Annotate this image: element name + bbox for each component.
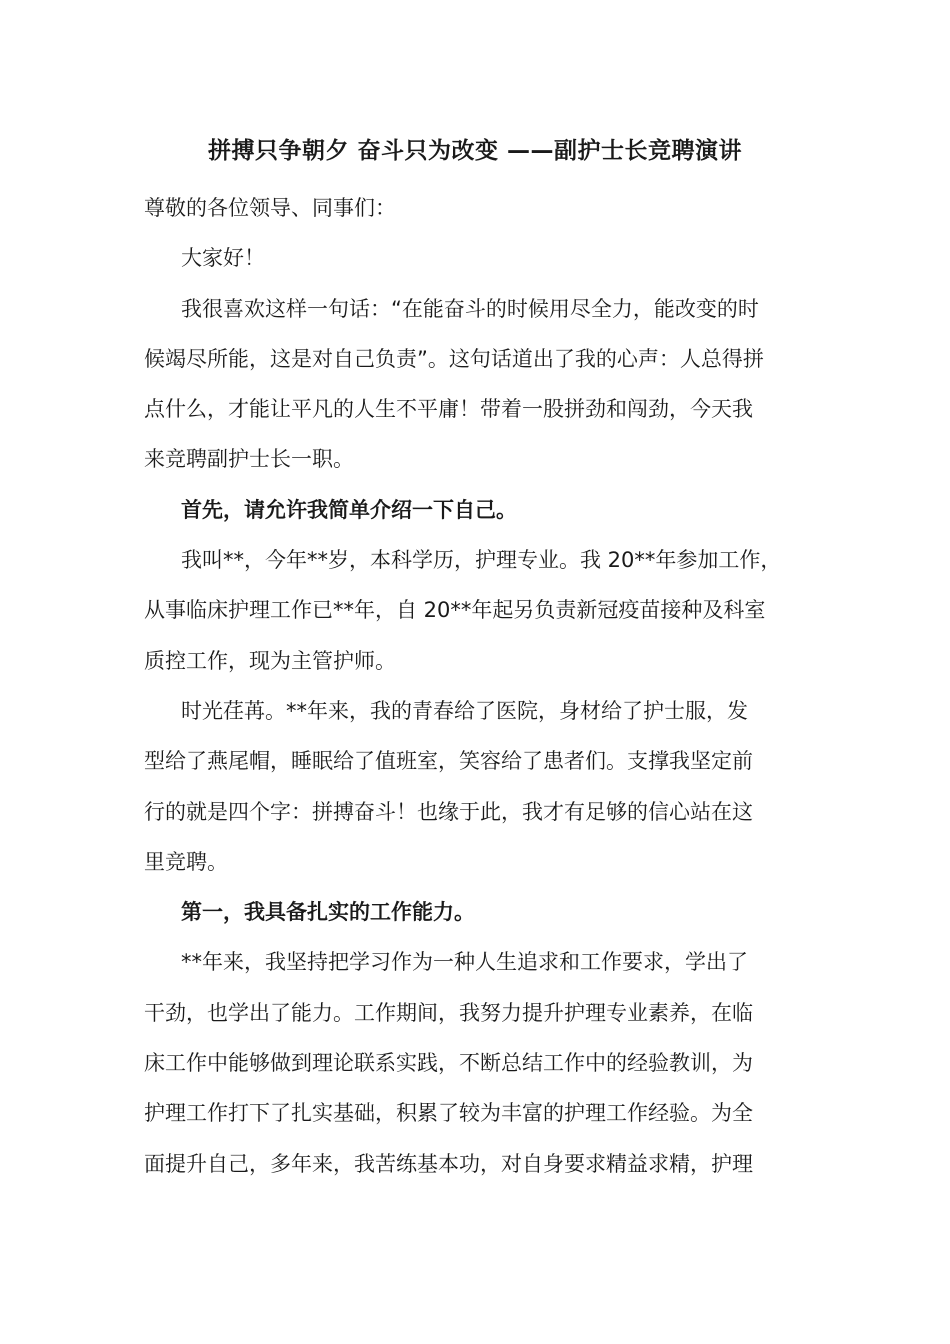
salutation-line: 尊敬的各位领导、同事们：	[144, 196, 396, 220]
paragraph-line: 床工作中能够做到理论联系实践，不断总结工作中的经验教训，为	[144, 1051, 753, 1076]
paragraph-line: 面提升自己，多年来，我苦练基本功，对自身要求精益求精，护理	[144, 1151, 753, 1176]
paragraph-line: 干劲，也学出了能力。工作期间，我努力提升护理专业素养，在临	[144, 1000, 753, 1025]
document-body	[144, 183, 824, 1189]
paragraph-line: 护理工作打下了扎实基础，积累了较为丰富的护理工作经验。为全	[144, 1101, 753, 1126]
paragraph-line: 点什么，才能让平凡的人生不平庸！带着一股拼劲和闯劲，今天我	[144, 397, 753, 422]
paragraph-line: 从事临床护理工作已**年，自 20**年起另负责新冠疫苗接种及科室	[144, 598, 766, 623]
greeting-line: 大家好！	[181, 246, 265, 271]
paragraph-line: 质控工作，现为主管护师。	[144, 648, 396, 673]
section-heading: 首先，请允许我简单介绍一下自己。	[181, 497, 517, 522]
paragraph-line: 我叫**，今年**岁，本科学历，护理专业。我 20**年参加工作，	[181, 548, 782, 573]
section-heading: 第一，我具备扎实的工作能力。	[181, 900, 475, 925]
paragraph-line: **年来，我坚持把学习作为一种人生追求和工作要求，学出了	[181, 950, 748, 975]
paragraph-line: 我很喜欢这样一句话：“在能奋斗的时候用尽全力，能改变的时	[181, 296, 759, 321]
paragraph-line: 型给了燕尾帽，睡眠给了值班室，笑容给了患者们。支撑我坚定前	[144, 749, 753, 774]
paragraph-line: 时光荏苒。**年来，我的青春给了医院，身材给了护士服，发	[181, 698, 748, 723]
document-title: 拼搏只争朝夕 奋斗只为改变 ——副护士长竞聘演讲	[207, 138, 742, 164]
paragraph-line: 候竭尽所能，这是对自己负责”。这句话道出了我的心声：人总得拼	[144, 346, 764, 371]
paragraph-line: 来竞聘副护士长一职。	[144, 447, 354, 472]
paragraph-line: 里竞聘。	[144, 849, 228, 874]
paragraph-line: 行的就是四个字：拼搏奋斗！也缘于此，我才有足够的信心站在这	[144, 799, 753, 824]
